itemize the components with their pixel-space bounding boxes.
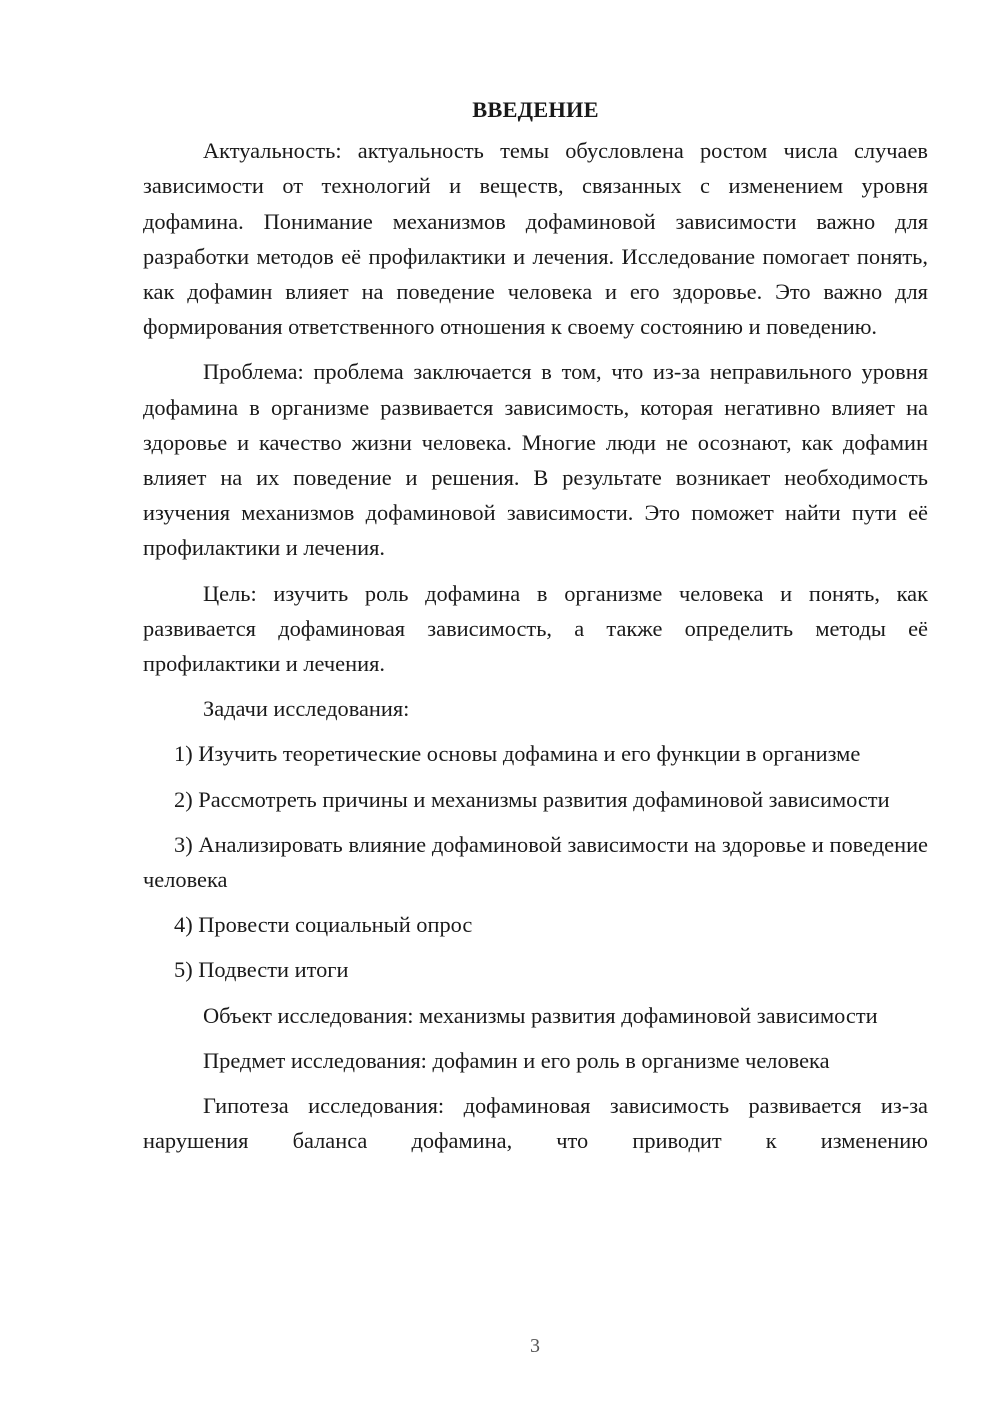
paragraph-problem: Проблема: проблема заключается в том, что из-за неправильного уровня дофамина в организме развивается зависимость, которая негативно влияет на здоровье и качество жизни человека. Многие люди не осознают, как дофамин влияет на их поведение и решения. В результате возникает необходимость изучения механизмов дофаминовой зависимости. Это поможет найти пути её профилактики и лечения.: [143, 359, 928, 561]
task-item-2: 2) Рассмотреть причины и механизмы развития дофаминовой зависимости: [174, 786, 890, 812]
paragraph-object: Объект исследования: механизмы развития дофаминовой зависимости: [203, 1002, 878, 1028]
task-item-4: 4) Провести социальный опрос: [174, 912, 473, 938]
page-content: [143, 92, 928, 1168]
task-item-1: 1) Изучить теоретические основы дофамина и его функции в организме: [174, 741, 861, 767]
paragraph-relevance: Актуальность: актуальность темы обусловлена ростом числа случаев зависимости от технологий и веществ, связанных с изменением уровня дофамина. Понимание механизмов дофаминовой зависимости важно для разработки методов её профилактики и лечения. Исследование помогает понять, как дофамин влияет на поведение человека и его здоровье. Это важно для формирования ответственного отношения к своему состоянию и поведению.: [143, 138, 928, 340]
page-number: 3: [530, 1335, 540, 1357]
paragraph-goal: Цель: изучить роль дофамина в организме человека и понять, как развивается дофаминовая зависимость, а также определить методы её профилактики и лечения.: [143, 580, 928, 677]
paragraph-subject: Предмет исследования: дофамин и его роль в организме человека: [203, 1047, 830, 1073]
task-item-3: 3) Анализировать влияние дофаминовой зависимости на здоровье и поведение человека: [143, 831, 928, 893]
section-heading: ВВЕДЕНИЕ: [472, 97, 599, 122]
paragraph-tasks-title: Задачи исследования:: [203, 696, 410, 722]
task-item-5: 5) Подвести итоги: [174, 957, 349, 983]
paragraph-hypothesis: Гипотеза исследования: дофаминовая зависимость развивается из-за нарушения баланса дофамина, что приводит к изменению: [143, 1093, 928, 1154]
tasks-list: [143, 736, 928, 987]
